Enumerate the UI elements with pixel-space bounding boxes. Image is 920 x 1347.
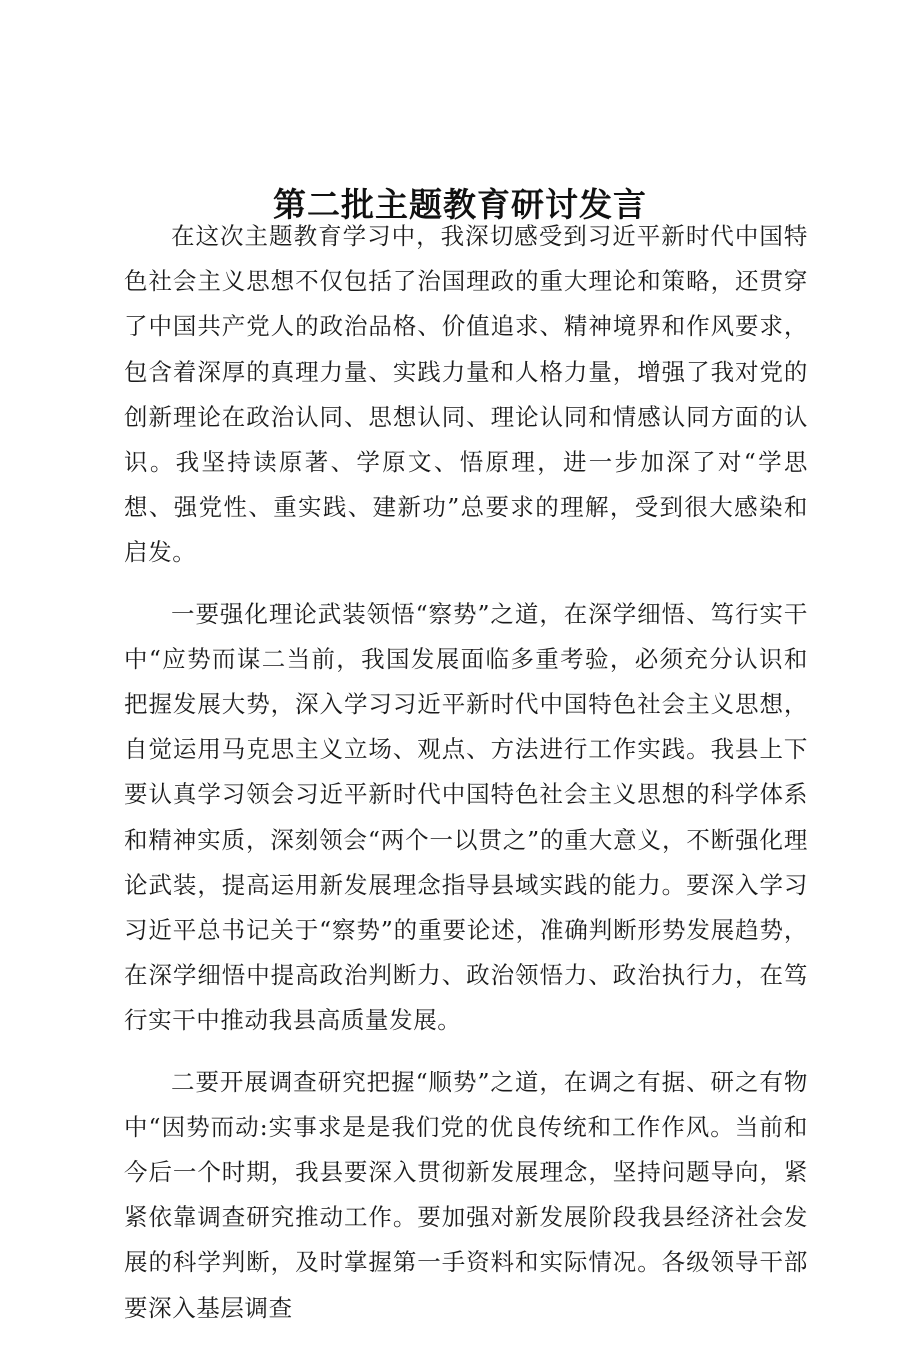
document-body — [124, 214, 808, 1347]
paragraph-3: 二要开展调查研究把握“顺势”之道，在调之有据、研之有物中“因势而动:实事求是是我们党的优良传统和工作作风。当前和今后一个时期，我县要深入贯彻新发展理念，坚持问题导向，紧紧依靠调查研究推动工作。要加强对新发展阶段我县经济社会发展的科学判断，及时掌握第一手资料和实际情况。各级领导干部要深入基层调查 — [124, 1067, 808, 1322]
document-title: 第二批主题教育研讨发言 — [273, 185, 647, 225]
paragraph-2: 一要强化理论武装领悟“察势”之道，在深学细悟、笃行实干中“应势而谋二当前，我国发展面临多重考验，必须充分认识和把握发展大势，深入学习习近平新时代中国特色社会主义思想，自觉运用马克思主义立场、观点、方法进行工作实践。我县上下要认真学习领会习近平新时代中国特色社会主义思想的科学体系和精神实质，深刻领会“两个一以贯之”的重大意义，不断强化理论武装，提高运用新发展理念指导县域实践的能力。要深入学习习近平总书记关于“察势”的重要论述，准确判断形势发展趋势，在深学细悟中提高政治判断力、政治领悟力、政治执行力，在笃行实干中推动我县高质量发展。 — [124, 599, 808, 1035]
paragraph-1: 在这次主题教育学习中，我深切感受到习近平新时代中国特色社会主义思想不仅包括了治国理政的重大理论和策略，还贯穿了中国共产党人的政治品格、价值追求、精神境界和作风要求，包含着深厚的真理力量、实践力量和人格力量，增强了我对党的创新理论在政治认同、思想认同、理论认同和情感认同方面的认识。我坚持读原著、学原文、悟原理，进一步加深了对“学思想、强党性、重实践、建新功”总要求的理解，受到很大感染和启发。 — [124, 222, 808, 567]
